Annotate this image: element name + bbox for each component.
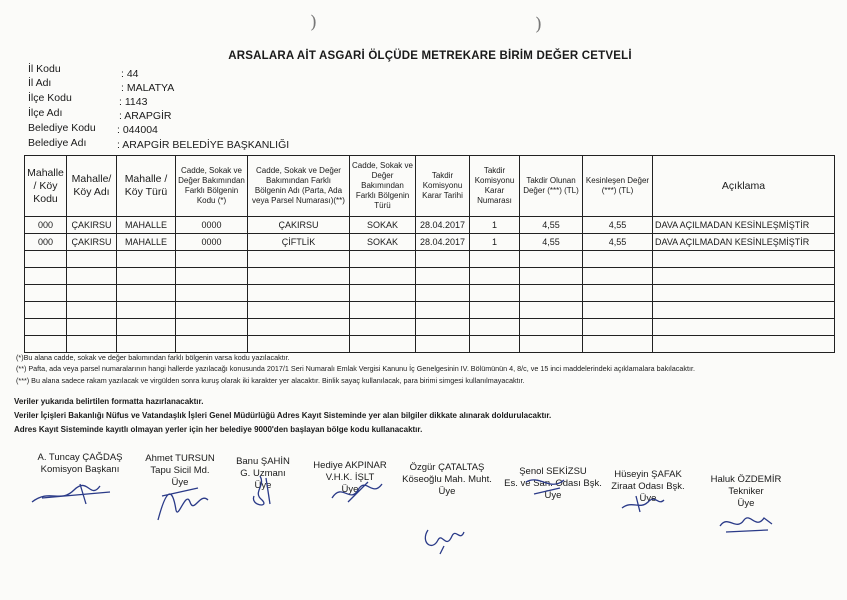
table-row	[25, 234, 835, 251]
decorative-paren-right: )	[535, 14, 543, 35]
handwritten-signature-icon	[716, 508, 776, 538]
signer-title: Tapu Sicil Md.	[150, 465, 210, 476]
header-bolge-adi: Cadde, Sokak ve Değer Bakımından Farklı Bölgenin Adı (Parta, Ada veya Parsel Numarası)(**)	[248, 156, 350, 217]
note-format: Veriler yukarıda belirtilen formatta hazırlanacaktır.	[14, 397, 204, 406]
signer-name: Banu ŞAHİN	[236, 456, 290, 467]
signer-role: Üye	[438, 486, 456, 497]
cell-karar-numarasi: 1	[470, 234, 520, 251]
table-row-empty	[25, 302, 835, 319]
header-takdir-degeri: Takdir Olunan Değer (***) (TL)	[520, 156, 583, 217]
info-label-belediye-adi: Belediye Adı	[28, 137, 87, 149]
signer-title: Ziraat Odası Bşk.	[611, 481, 685, 492]
footnote-3: (***) Bu alana sadece rakam yazılacak ve virgülden sonra kuruş olarak iki karakter yer alacaktır. Binlik sayaç kullanılacak, para birimi simgesi kullanılmayacaktır.	[16, 376, 525, 385]
cell-bolge-turu: SOKAK	[350, 234, 416, 251]
signature-block-muhtar	[392, 462, 502, 498]
signature-block-tekniker	[696, 474, 796, 510]
header-kesinlesen-deger: Kesinleşen Değer (***) (TL)	[583, 156, 653, 217]
signature-block-chair	[30, 452, 130, 476]
signer-title: G. Uzmanı	[240, 468, 286, 479]
table-row-empty	[25, 268, 835, 285]
info-label-il-adi: İl Adı	[28, 77, 52, 89]
signer-name: Haluk ÖZDEMİR	[710, 474, 782, 485]
table-row-empty	[25, 285, 835, 302]
cell-mahalle-adi: ÇAKIRSU	[67, 217, 117, 234]
cell-mahalle-turu: MAHALLE	[117, 234, 176, 251]
signer-title: V.H.K. İŞLT	[325, 472, 375, 483]
signer-name: Şenol SEKİZSU	[519, 466, 587, 477]
header-bolge-kodu: Cadde, Sokak ve Değer Bakımından Farklı Bölgenin Kodu (*)	[176, 156, 248, 217]
value-table	[24, 155, 835, 353]
table-header-row	[25, 156, 835, 217]
note-address-system: Veriler İçişleri Bakanlığı Nüfus ve Vatandaşlık İşleri Genel Müdürlüğü Adres Kayıt Sisteminde yer alan bilgiler dikkate alınarak doldurulacaktır.	[14, 411, 552, 420]
cell-bolge-kodu: 0000	[176, 217, 248, 234]
cell-mahalle-kodu: 000	[25, 217, 67, 234]
cell-bolge-kodu: 0000	[176, 234, 248, 251]
signer-role: Üye	[341, 484, 359, 495]
signer-name: Hüseyin ŞAFAK	[614, 469, 682, 480]
signer-name: Hediye AKPINAR	[313, 460, 387, 471]
header-mahalle-kodu: Mahalle / Köy Kodu	[25, 156, 67, 217]
header-mahalle-turu: Mahalle / Köy Türü	[117, 156, 176, 217]
info-label-ilce-adi: İlçe Adı	[28, 107, 63, 119]
header-karar-numarasi: Takdir Komisyonu Karar Numarası	[470, 156, 520, 217]
info-value-il-kodu: : 44	[121, 68, 139, 80]
info-label-ilce-kodu: İlçe Kodu	[28, 92, 72, 104]
signer-title: Es. ve San. Odası Bşk.	[504, 478, 602, 489]
document-title: ARSALARA AİT ASGARİ ÖLÇÜDE METREKARE BİRİM DEĞER CETVELİ	[228, 50, 632, 62]
signer-role: Üye	[171, 477, 189, 488]
handwritten-signature-icon	[30, 478, 120, 508]
cell-takdir-degeri: 4,55	[520, 234, 583, 251]
table-row-empty	[25, 319, 835, 336]
signer-name: A. Tuncay ÇAĞDAŞ	[37, 452, 123, 463]
cell-bolge-turu: SOKAK	[350, 217, 416, 234]
info-label-belediye-kodu: Belediye Kodu	[28, 122, 96, 134]
cell-karar-numarasi: 1	[470, 217, 520, 234]
signer-title: Köseoğlu Mah. Muht.	[402, 474, 492, 485]
note-region-code: Adres Kayıt Sisteminde kayıtlı olmayan yerler için her belediye 9000'den başlayan bölge kodu kullanacaktır.	[14, 425, 423, 434]
signer-role: Üye	[639, 493, 657, 504]
info-value-ilce-kodu: : 1143	[119, 96, 148, 108]
handwritten-signature-icon	[148, 480, 218, 526]
handwritten-signature-icon	[328, 478, 388, 508]
info-label-il-kodu: İl Kodu	[28, 63, 61, 75]
signer-role: Üye	[254, 480, 272, 491]
cell-mahalle-adi: ÇAKIRSU	[67, 234, 117, 251]
info-value-belediye-adi: : ARAPGİR BELEDİYE BAŞKANLIĞI	[117, 139, 290, 151]
signer-name: Özgür ÇATALTAŞ	[409, 462, 485, 473]
signer-role: Üye	[737, 498, 755, 509]
info-value-ilce-adi: : ARAPGİR	[119, 110, 172, 122]
cell-mahalle-turu: MAHALLE	[117, 217, 176, 234]
table-row	[25, 217, 835, 234]
footnote-1: (*)Bu alana cadde, sokak ve değer bakımından farklı bölgenin varsa kodu yazılacaktır.	[16, 353, 290, 362]
cell-mahalle-kodu: 000	[25, 234, 67, 251]
signer-title: Tekniker	[728, 486, 764, 497]
decorative-paren-left: )	[310, 12, 318, 33]
cell-kesinlesen-deger: 4,55	[583, 217, 653, 234]
cell-karar-tarihi: 28.04.2017	[416, 234, 470, 251]
cell-kesinlesen-deger: 4,55	[583, 234, 653, 251]
header-karar-tarihi: Takdir Komisyonu Karar Tarihi	[416, 156, 470, 217]
header-bolge-turu: Cadde, Sokak ve Değer Bakımından Farklı Bölgenin Türü	[350, 156, 416, 217]
handwritten-signature-icon	[418, 516, 468, 556]
handwritten-signature-icon	[520, 472, 570, 502]
header-mahalle-adi: Mahalle/ Köy Adı	[67, 156, 117, 217]
info-value-il-adi: : MALATYA	[121, 82, 175, 94]
cell-karar-tarihi: 28.04.2017	[416, 217, 470, 234]
cell-aciklama: DAVA AÇILMADAN KESİNLEŞMİŞTİR	[653, 217, 835, 234]
header-aciklama: Açıklama	[653, 156, 835, 217]
cell-aciklama: DAVA AÇILMADAN KESİNLEŞMİŞTİR	[653, 234, 835, 251]
signer-title: Komisyon Başkanı	[40, 464, 120, 475]
info-value-belediye-kodu: : 044004	[117, 124, 158, 136]
cell-bolge-adi: ÇAKIRSU	[248, 217, 350, 234]
footnote-2: (**) Pafta, ada veya parsel numaralarının hangi hallerde yazılacağı konusunda 2017/1 Seri Numaralı Emlak Vergisi Kanunu İç Genelgesinin IV. Bölümünün 4, 8/c, ve 15 inci maddelerindeki açıklamalara bakılacaktır.	[16, 364, 695, 373]
table-row-empty	[25, 336, 835, 353]
cell-bolge-adi: ÇİFTLİK	[248, 234, 350, 251]
cell-takdir-degeri: 4,55	[520, 217, 583, 234]
signer-name: Ahmet TURSUN	[145, 453, 215, 464]
handwritten-signature-icon	[240, 472, 290, 512]
signer-role: Üye	[544, 490, 562, 501]
table-row-empty	[25, 251, 835, 268]
handwritten-signature-icon	[618, 492, 668, 516]
